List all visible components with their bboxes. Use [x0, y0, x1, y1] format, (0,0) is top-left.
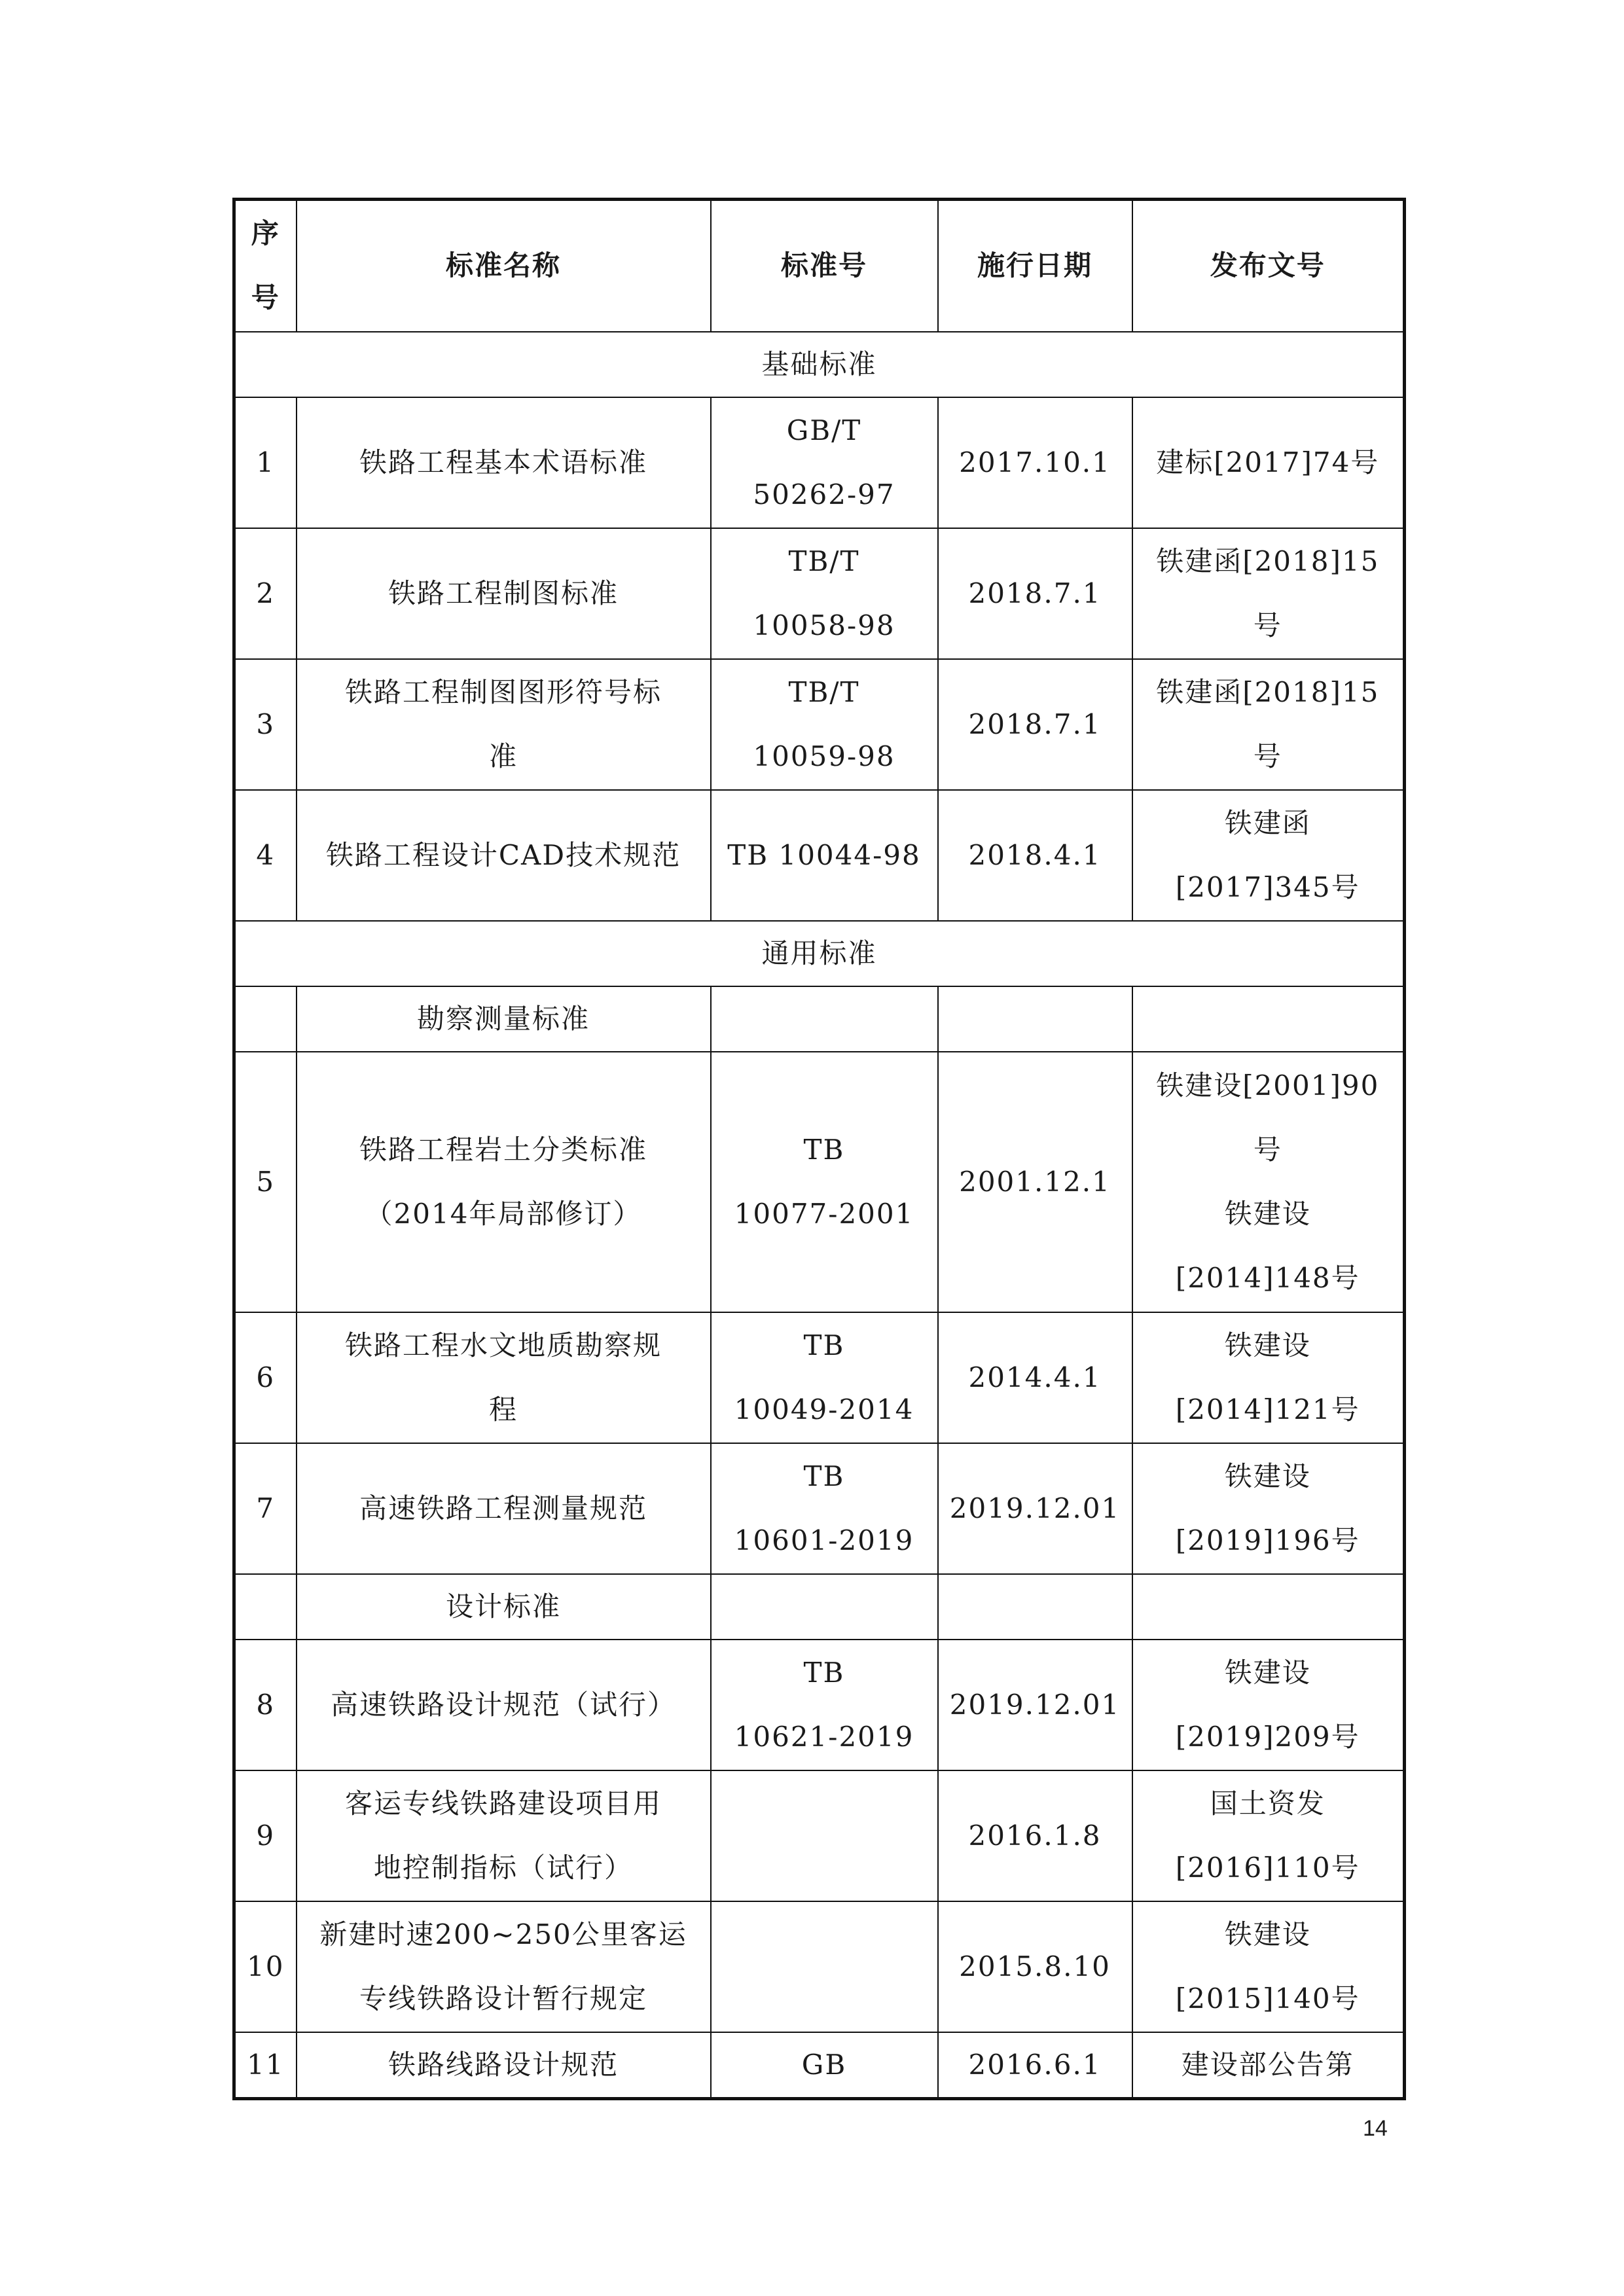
standard-code-line: TB — [803, 1329, 845, 1361]
row-number: 6 — [234, 1312, 297, 1443]
document-number — [1132, 1443, 1405, 1574]
standard-name-line: 准 — [488, 740, 518, 772]
document-number-line: 铁建设 — [1224, 1329, 1311, 1361]
table-row — [234, 397, 1405, 528]
standard-name-line: 高速铁路工程测量规范 — [359, 1492, 647, 1524]
standards-table — [232, 198, 1406, 2100]
table-row — [234, 790, 1405, 921]
standard-name — [297, 1052, 711, 1312]
document-number-line: 铁建函[2018]15 — [1156, 675, 1380, 708]
standard-code — [711, 1901, 938, 2032]
document-number — [1132, 790, 1405, 921]
document-number — [1132, 397, 1405, 528]
table-row — [234, 1640, 1405, 1770]
document-number — [1132, 1770, 1405, 1901]
row-number: 9 — [234, 1770, 297, 1901]
standard-code-line: 10077-2001 — [734, 1197, 914, 1230]
standard-name-line: 铁路工程设计CAD技术规范 — [325, 838, 681, 871]
standard-name-line: 专线铁路设计暂行规定 — [359, 1982, 647, 2015]
table-row — [234, 1052, 1405, 1312]
standard-code-line: TB — [803, 1460, 845, 1492]
header-code: 标准号 — [711, 200, 938, 332]
document-number-line: 国土资发 — [1210, 1787, 1326, 1820]
standard-name — [297, 397, 711, 528]
standard-code-line: 10059-98 — [753, 740, 895, 772]
standard-name-line: 客运专线铁路建设项目用 — [344, 1787, 662, 1820]
standard-code — [711, 397, 938, 528]
document-number — [1132, 2032, 1405, 2099]
standard-code-line: 10049-2014 — [734, 1393, 914, 1426]
standard-code-line: 50262-97 — [753, 478, 895, 511]
effective-date: 2018.7.1 — [938, 659, 1132, 790]
table-row — [234, 2032, 1405, 2099]
document-number-line: [2019]196号 — [1175, 1524, 1360, 1556]
document-number-line: 建设部公告第 — [1181, 2048, 1354, 2081]
standard-name-line: 铁路工程制图图形符号标 — [344, 675, 662, 708]
section-title: 通用标准 — [234, 921, 1405, 986]
standard-name — [297, 1312, 711, 1443]
empty-cell — [234, 986, 297, 1052]
row-number: 11 — [234, 2032, 297, 2099]
table-row — [234, 1901, 1405, 2032]
row-number: 3 — [234, 659, 297, 790]
table-row — [234, 1770, 1405, 1901]
document-number-line: 铁建设 — [1224, 1460, 1311, 1492]
effective-date: 2019.12.01 — [938, 1443, 1132, 1574]
document-number — [1132, 1312, 1405, 1443]
effective-date: 2017.10.1 — [938, 397, 1132, 528]
standard-code — [711, 1052, 938, 1312]
subsection-design — [234, 1574, 1405, 1640]
standard-name-line: 高速铁路设计规范（试行） — [330, 1688, 676, 1721]
standard-code-line: TB — [803, 1656, 845, 1689]
document-number-line: [2019]209号 — [1175, 1720, 1360, 1753]
page-number: 14 — [1363, 2116, 1388, 2141]
row-number: 1 — [234, 397, 297, 528]
row-number: 5 — [234, 1052, 297, 1312]
standard-name-line: 铁路工程基本术语标准 — [359, 446, 647, 478]
standard-name — [297, 1443, 711, 1574]
empty-cell — [938, 1574, 1132, 1640]
section-general — [234, 921, 1405, 986]
document-number — [1132, 1052, 1405, 1312]
document-number — [1132, 1640, 1405, 1770]
empty-cell — [711, 986, 938, 1052]
standard-code — [711, 1312, 938, 1443]
standard-code — [711, 2032, 938, 2099]
standard-name-line: 铁路工程水文地质勘察规 — [344, 1329, 662, 1361]
document-number-line: 号 — [1253, 740, 1282, 772]
subsection-title: 设计标准 — [297, 1574, 711, 1640]
standard-code-line: TB/T — [788, 675, 860, 708]
document-number-line: 铁建函 — [1224, 806, 1311, 839]
standard-name-line: （2014年局部修订） — [365, 1197, 642, 1230]
standard-code — [711, 1640, 938, 1770]
document-number-line: 铁建设 — [1224, 1197, 1311, 1230]
document-number — [1132, 1901, 1405, 2032]
effective-date: 2018.4.1 — [938, 790, 1132, 921]
standard-name-line: 铁路工程岩土分类标准 — [359, 1133, 647, 1166]
document-number-line: [2015]140号 — [1175, 1982, 1360, 2015]
effective-date: 2019.12.01 — [938, 1640, 1132, 1770]
table-row — [234, 659, 1405, 790]
standard-code — [711, 1770, 938, 1901]
standard-name — [297, 1901, 711, 2032]
section-basic — [234, 332, 1405, 397]
empty-cell — [1132, 986, 1405, 1052]
empty-cell — [938, 986, 1132, 1052]
standard-name-line: 铁路工程制图标准 — [388, 577, 619, 609]
standard-code — [711, 1443, 938, 1574]
standard-name — [297, 659, 711, 790]
standard-code-line: 10601-2019 — [734, 1524, 914, 1556]
document-number-line: 建标[2017]74号 — [1156, 446, 1380, 478]
effective-date: 2001.12.1 — [938, 1052, 1132, 1312]
document-number-line: 铁建设 — [1224, 1656, 1311, 1689]
standard-name — [297, 528, 711, 659]
standard-name-line: 程 — [488, 1393, 518, 1426]
row-number: 10 — [234, 1901, 297, 2032]
standard-name — [297, 2032, 711, 2099]
standard-name — [297, 1770, 711, 1901]
effective-date: 2018.7.1 — [938, 528, 1132, 659]
row-number: 8 — [234, 1640, 297, 1770]
document-number — [1132, 528, 1405, 659]
document-number-line: [2016]110号 — [1175, 1851, 1360, 1884]
document-number — [1132, 659, 1405, 790]
standard-code-line: 10058-98 — [753, 609, 895, 641]
document-number-line: 铁建设[2001]90 — [1156, 1069, 1380, 1102]
document-number-line: [2014]121号 — [1175, 1393, 1360, 1426]
standard-code-line: TB 10044-98 — [727, 838, 921, 871]
standard-code-line: TB — [803, 1133, 845, 1166]
standard-name — [297, 790, 711, 921]
row-number: 4 — [234, 790, 297, 921]
header-row — [234, 200, 1405, 332]
standard-code — [711, 659, 938, 790]
standard-code-line: 10621-2019 — [734, 1720, 914, 1753]
document-number-line: [2017]345号 — [1175, 870, 1360, 903]
row-number: 2 — [234, 528, 297, 659]
empty-cell — [1132, 1574, 1405, 1640]
table-row — [234, 528, 1405, 659]
empty-cell — [711, 1574, 938, 1640]
standard-name-line: 地控制指标（试行） — [373, 1851, 633, 1884]
standard-name-line: 铁路线路设计规范 — [388, 2048, 619, 2081]
standard-name-line: 新建时速200~250公里客运 — [319, 1918, 687, 1950]
standard-code-line: GB/T — [786, 414, 862, 446]
document-number-line: 号 — [1253, 609, 1282, 641]
section-title: 基础标准 — [234, 332, 1405, 397]
document-number-line: 铁建函[2018]15 — [1156, 545, 1380, 577]
header-name: 标准名称 — [297, 200, 711, 332]
effective-date: 2016.1.8 — [938, 1770, 1132, 1901]
header-seq: 序 号 — [234, 200, 297, 332]
standard-name — [297, 1640, 711, 1770]
effective-date: 2014.4.1 — [938, 1312, 1132, 1443]
header-date: 施行日期 — [938, 200, 1132, 332]
empty-cell — [234, 1574, 297, 1640]
table-row — [234, 1312, 1405, 1443]
document-number-line: 铁建设 — [1224, 1918, 1311, 1950]
row-number: 7 — [234, 1443, 297, 1574]
standard-code — [711, 528, 938, 659]
header-doc: 发布文号 — [1132, 200, 1405, 332]
subsection-survey — [234, 986, 1405, 1052]
document-number-line: 号 — [1253, 1133, 1282, 1166]
effective-date: 2016.6.1 — [938, 2032, 1132, 2099]
document-number-line: [2014]148号 — [1175, 1261, 1360, 1294]
standard-code — [711, 790, 938, 921]
effective-date: 2015.8.10 — [938, 1901, 1132, 2032]
table-row — [234, 1443, 1405, 1574]
subsection-title: 勘察测量标准 — [297, 986, 711, 1052]
standard-code-line: GB — [801, 2048, 847, 2081]
standard-code-line: TB/T — [788, 545, 860, 577]
